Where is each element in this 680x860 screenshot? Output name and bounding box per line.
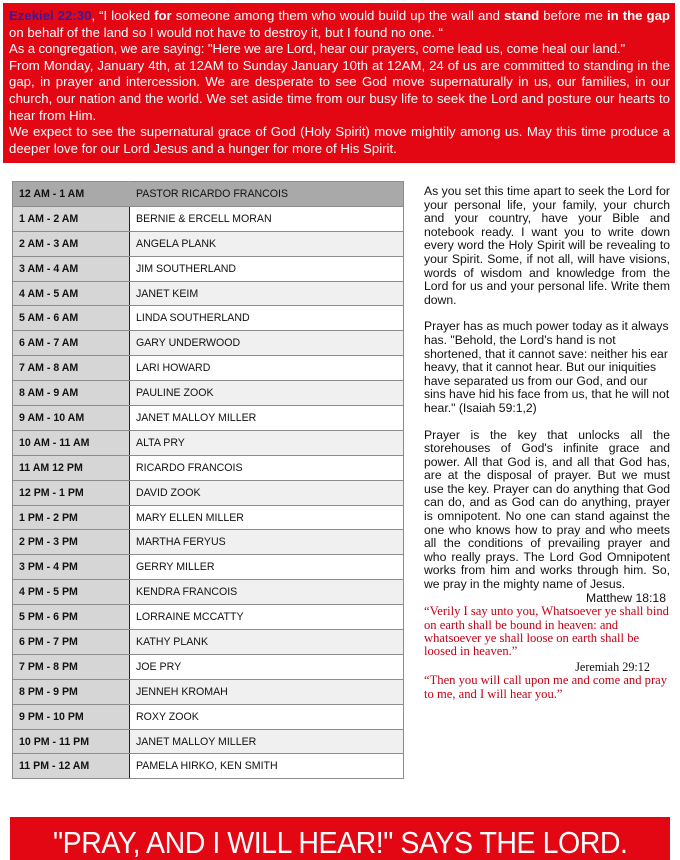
schedule-row bbox=[13, 281, 404, 306]
intercessor-name: RICARDO FRANCOIS bbox=[130, 455, 404, 480]
schedule-row bbox=[13, 406, 404, 431]
time-slot: 2 AM - 3 AM bbox=[13, 231, 130, 256]
schedule-row bbox=[13, 231, 404, 256]
side-paragraph-power: Prayer has as much power today as it always has. "Behold, the Lord's hand is not shortened, that it cannot save: neither his ear heavy, that it cannot hear. But our iniquities have separated us from our God, and our sins have hid his face from us, that he will not hear." (Isaiah 59:1,2) bbox=[424, 319, 670, 415]
intercessor-name: KATHY PLANK bbox=[130, 630, 404, 655]
time-slot: 11 PM - 12 AM bbox=[13, 754, 130, 779]
intercessor-name: DAVID ZOOK bbox=[130, 480, 404, 505]
intercessor-name: JANET MALLOY MILLER bbox=[130, 729, 404, 754]
time-slot: 3 PM - 4 PM bbox=[13, 555, 130, 580]
intercessor-name: LINDA SOUTHERLAND bbox=[130, 306, 404, 331]
schedule-row bbox=[13, 331, 404, 356]
intercessor-name: GARY UNDERWOOD bbox=[130, 331, 404, 356]
time-slot: 7 AM - 8 AM bbox=[13, 356, 130, 381]
banner-schedule-statement: From Monday, January 4th, at 12AM to Sunday January 10th at 12AM, 24 of us are committed to standing in the gap, in prayer and intercession. We are desperate to see God move supernaturally in us, our families, in our church, our nation and the world. We set aside time from our busy life to seek the Lord and posture our hearts to hear from Him. bbox=[9, 57, 670, 123]
schedule-row bbox=[13, 480, 404, 505]
verse-matthew: “Verily I say unto you, Whatsoever ye shall bind on earth shall be bound in heaven: and whatsoever ye shall loose on earth shall be loosed in heaven.” bbox=[424, 604, 669, 659]
time-slot: 10 AM - 11 AM bbox=[13, 430, 130, 455]
time-slot: 12 PM - 1 PM bbox=[13, 480, 130, 505]
intercessor-name: GERRY MILLER bbox=[130, 555, 404, 580]
time-slot: 3 AM - 4 AM bbox=[13, 256, 130, 281]
schedule-row bbox=[13, 729, 404, 754]
verse-jeremiah: “Then you will call upon me and come and pray to me, and I will hear you.” bbox=[424, 673, 668, 701]
intercessor-name: KENDRA FRANCOIS bbox=[130, 580, 404, 605]
schedule-row bbox=[13, 430, 404, 455]
intercessor-name: MARTHA FERYUS bbox=[130, 530, 404, 555]
schedule-row bbox=[13, 306, 404, 331]
schedule-row bbox=[13, 505, 404, 530]
schedule-row bbox=[13, 256, 404, 281]
intercessor-name: JANET KEIM bbox=[130, 281, 404, 306]
intercessor-name: PAMELA HIRKO, KEN SMITH bbox=[130, 754, 404, 779]
time-slot: 10 PM - 11 PM bbox=[13, 729, 130, 754]
intercessor-name: PAULINE ZOOK bbox=[130, 381, 404, 406]
time-slot: 5 AM - 6 AM bbox=[13, 306, 130, 331]
schedule-row bbox=[13, 754, 404, 779]
time-slot: 1 PM - 2 PM bbox=[13, 505, 130, 530]
banner-congregation-statement: As a congregation, we are saying: "Here we are Lord, hear our prayers, come lead us, come heal our land." bbox=[9, 41, 626, 57]
time-slot: 5 PM - 6 PM bbox=[13, 605, 130, 630]
time-slot: 9 AM - 10 AM bbox=[13, 406, 130, 431]
schedule-row bbox=[13, 679, 404, 704]
time-slot: 4 PM - 5 PM bbox=[13, 580, 130, 605]
intercessor-name: LORRAINE MCCATTY bbox=[130, 605, 404, 630]
intercessor-name: JIM SOUTHERLAND bbox=[130, 256, 404, 281]
banner-scripture: Ezekiel 22:30, “I looked for someone among them who would build up the wall and stand before me in the gap on behalf of the land so I would not have to destroy it, but I found no one. “ bbox=[9, 8, 670, 40]
footer-slogan: "PRAY, AND I WILL HEAR!" SAYS THE LORD. bbox=[52, 825, 628, 860]
intercessor-name: MARY ELLEN MILLER bbox=[130, 505, 404, 530]
intercessor-name: JOE PRY bbox=[130, 654, 404, 679]
schedule-row bbox=[13, 356, 404, 381]
schedule-row bbox=[13, 654, 404, 679]
time-slot: 8 AM - 9 AM bbox=[13, 381, 130, 406]
schedule-row bbox=[13, 580, 404, 605]
schedule-header-row bbox=[13, 182, 404, 207]
time-slot: 11 AM 12 PM bbox=[13, 455, 130, 480]
citation-jeremiah: Jeremiah 29:12 bbox=[575, 659, 650, 674]
time-slot: 1 AM - 2 AM bbox=[13, 206, 130, 231]
time-slot: 9 PM - 10 PM bbox=[13, 704, 130, 729]
prayer-schedule-table bbox=[12, 181, 404, 779]
time-slot: 2 PM - 3 PM bbox=[13, 530, 130, 555]
schedule-row bbox=[13, 630, 404, 655]
intercessor-name: ROXY ZOOK bbox=[130, 704, 404, 729]
schedule-row bbox=[13, 381, 404, 406]
time-slot: 4 AM - 5 AM bbox=[13, 281, 130, 306]
schedule-row bbox=[13, 206, 404, 231]
intro-banner bbox=[3, 3, 675, 163]
schedule-row bbox=[13, 555, 404, 580]
scripture-reference[interactable]: Ezekiel 22:30 bbox=[9, 8, 92, 23]
time-slot: 6 PM - 7 PM bbox=[13, 630, 130, 655]
schedule-row bbox=[13, 704, 404, 729]
banner-expectation-statement: We expect to see the supernatural grace of God (Holy Spirit) move mightily among us. May this time produce a deeper love for our Lord Jesus and a hunger for more of His Spirit. bbox=[9, 124, 670, 156]
time-slot: 7 PM - 8 PM bbox=[13, 654, 130, 679]
intercessor-name: ANGELA PLANK bbox=[130, 231, 404, 256]
side-column bbox=[424, 185, 670, 703]
intercessor-name: BERNIE & ERCELL MORAN bbox=[130, 206, 404, 231]
intercessor-name: LARI HOWARD bbox=[130, 356, 404, 381]
footer-banner bbox=[10, 817, 670, 860]
side-paragraph-preparation: As you set this time apart to seek the Lord for your personal life, your family, your church and your country, have your Bible and notebook ready. I want you to write down every word the Holy Spirit will be revealing to your Spirit. Some, if not all, will have visions, words of wisdom and knowledge from the Lord for us and your personal life. Write them down. bbox=[424, 184, 670, 307]
side-paragraph-key: Prayer is the key that unlocks all the storehouses of God's infinite grace and power. All that God is, and all that God has, are at the disposal of prayer. But we must use the key. Prayer can do anything that God can do, and as God can do anything, prayer is omnipotent. No one can stand against the one who knows how to pray and who meets all the conditions of prevailing prayer and who really prays. The Lord God Omnipotent works from him and works through him. So, we pray in the mighty name of Jesus. bbox=[424, 427, 670, 592]
time-slot: 12 AM - 1 AM bbox=[13, 182, 130, 207]
time-slot: 6 AM - 7 AM bbox=[13, 331, 130, 356]
schedule-row bbox=[13, 455, 404, 480]
citation-matthew: Matthew 18:18 bbox=[586, 590, 666, 605]
schedule-row bbox=[13, 605, 404, 630]
intercessor-name: JANET MALLOY MILLER bbox=[130, 406, 404, 431]
time-slot: 8 PM - 9 PM bbox=[13, 679, 130, 704]
schedule-row bbox=[13, 530, 404, 555]
intercessor-name: PASTOR RICARDO FRANCOIS bbox=[130, 182, 404, 207]
intercessor-name: JENNEH KROMAH bbox=[130, 679, 404, 704]
intercessor-name: ALTA PRY bbox=[130, 430, 404, 455]
